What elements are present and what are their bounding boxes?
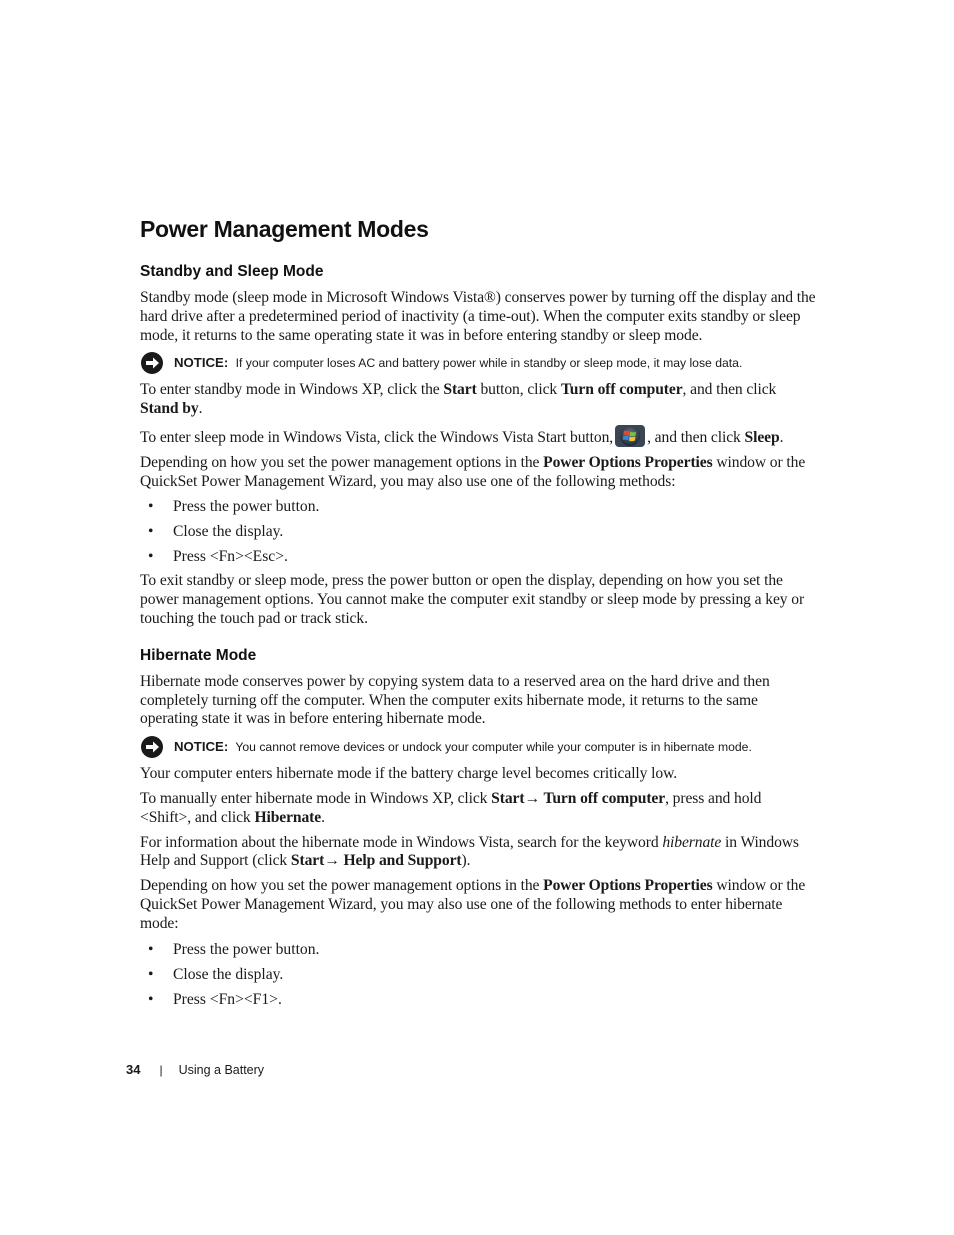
page-content bbox=[140, 216, 816, 1015]
standby-intro: Standby mode (sleep mode in Microsoft Windows Vista®) conserves power by turning off the display and the hard drive after a predetermined period of inactivity (a time-out). When the computer exits standby or sleep mode, it returns to the same operating state it was in before entering standby or sleep mode. bbox=[140, 289, 816, 344]
standby-methods-list bbox=[140, 497, 816, 566]
notice-label: NOTICE: bbox=[174, 739, 229, 755]
chapter-title: Using a Battery bbox=[178, 1062, 265, 1077]
notice-standby bbox=[140, 351, 816, 375]
notice-text: You cannot remove devices or undock your computer while your computer is in hibernate mode. bbox=[235, 740, 752, 755]
page-title: Power Management Modes bbox=[140, 216, 429, 242]
hibernate-battery: Your computer enters hibernate mode if the battery charge level becomes critically low. bbox=[140, 765, 678, 783]
hibernate-xp-instructions: To manually enter hibernate mode in Windows XP, click Start→ Turn off computer, press and hold <Shift>, and click Hibernate. bbox=[140, 789, 762, 826]
hibernate-methods-list bbox=[140, 940, 816, 1009]
standby-exit: To exit standby or sleep mode, press the power button or open the display, depending on how you set the power management options. You cannot make the computer exit standby or sleep mode by pressing a key or touching the touch pad or track stick. bbox=[140, 572, 805, 627]
list-item: • Close the display. bbox=[140, 965, 816, 984]
list-item: • Close the display. bbox=[140, 522, 816, 541]
notice-arrow-icon bbox=[140, 735, 164, 759]
list-item: • Press the power button. bbox=[140, 940, 816, 959]
page-footer bbox=[126, 1062, 264, 1077]
standby-options: Depending on how you set the power management options in the Power Options Properties window or the QuickSet Power Management Wizard, you may also use one of the following methods: bbox=[140, 453, 806, 490]
hibernate-options: Depending on how you set the power management options in the Power Options Properties window or the QuickSet Power Management Wizard, you may also use one of the following methods to enter hibernate mode: bbox=[140, 877, 806, 932]
page-number: 34 bbox=[126, 1062, 141, 1077]
section-heading-standby: Standby and Sleep Mode bbox=[140, 263, 324, 280]
standby-xp-instructions: To enter standby mode in Windows XP, click the Start button, click Turn off computer, and then click Stand by. bbox=[140, 381, 777, 418]
section-heading-hibernate: Hibernate Mode bbox=[140, 646, 257, 664]
list-item: • Press the power button. bbox=[140, 497, 816, 516]
notice-label: NOTICE: bbox=[174, 355, 229, 371]
footer-separator: | bbox=[159, 1062, 163, 1077]
hibernate-intro: Hibernate mode conserves power by copying system data to a reserved area on the hard drive and then completely turning off the computer. When the computer exits hibernate mode, it returns to the same operating state it was in before entering hibernate mode. bbox=[140, 672, 770, 728]
list-item: • Press <Fn><F1>. bbox=[140, 990, 816, 1009]
list-item: • Press <Fn><Esc>. bbox=[140, 547, 816, 566]
notice-hibernate bbox=[140, 735, 816, 759]
notice-text: If your computer loses AC and battery power while in standby or sleep mode, it may lose data. bbox=[235, 356, 743, 371]
notice-arrow-icon bbox=[140, 351, 164, 375]
windows-vista-start-icon bbox=[615, 425, 645, 447]
standby-vista-instructions: To enter sleep mode in Windows Vista, click the Windows Vista Start button, , and then click Sleep. bbox=[140, 425, 816, 448]
hibernate-vista-instructions: For information about the hibernate mode in Windows Vista, search for the keyword hibernate in Windows Help and Support (click Start→ Help and Support). bbox=[140, 833, 799, 870]
